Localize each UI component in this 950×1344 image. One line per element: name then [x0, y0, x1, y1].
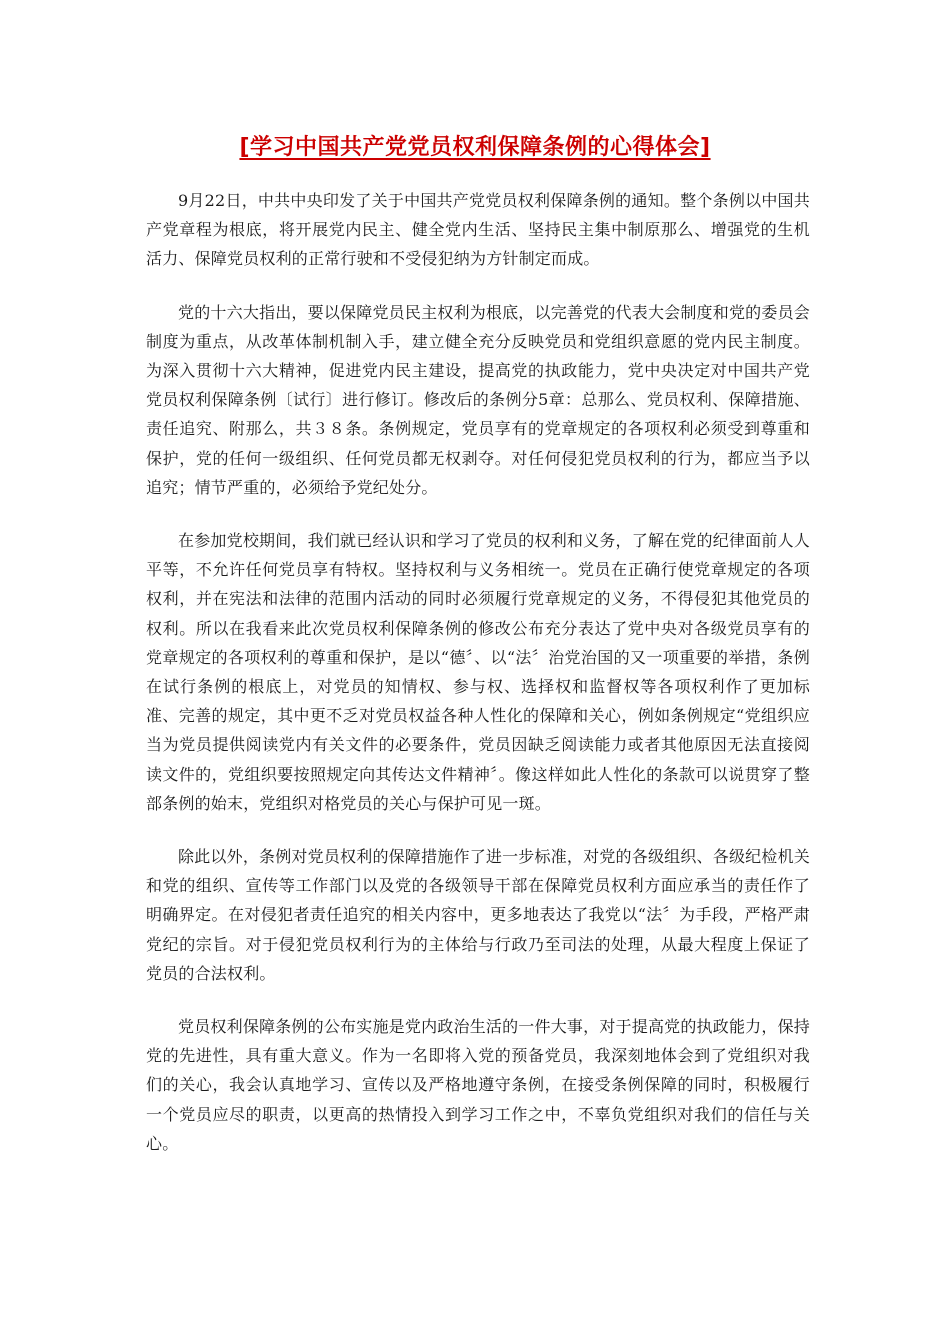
- paragraph-1: 9月22日，中共中央印发了关于中国共产党党员权利保障条例的通知。整个条例以中国共产党章程为根底，将开展党内民主、健全党内生活、坚持民主集中制原那么、增强党的生机活力、保障党员权利的正常行驶和不受侵犯纳为方针制定而成。: [146, 191, 810, 269]
- document-title: [学习中国共产党党员权利保障条例的心得体会]: [239, 135, 711, 160]
- paragraph-5: 党员权利保障条例的公布实施是党内政治生活的一件大事，对于提高党的执政能力，保持党的先进性，具有重大意义。作为一名即将入党的预备党员，我深刻地体会到了党组织对我们的关心，我会认真地学习、宣传以及严格地遵守条例，在接受条例保障的同时，积极履行一个党员应尽的职责，以更高的热情投入到学习工作之中，不辜负党组织对我们的信任与关心。: [146, 1017, 810, 1153]
- document-body: [146, 186, 810, 1182]
- paragraph-4: 除此以外，条例对党员权利的保障措施作了进一步标准，对党的各级组织、各级纪检机关和党的组织、宣传等工作部门以及党的各级领导干部在保障党员权利方面应承当的责任作了明确界定。在对侵犯者责任追究的相关内容中，更多地表达了我党以“法〞为手段，严格严肃党纪的宗旨。对于侵犯党员权利行为的主体给与行政乃至司法的处理，从最大程度上保证了党员的合法权利。: [146, 847, 810, 983]
- paragraph-3: 在参加党校期间，我们就已经认识和学习了党员的权利和义务，了解在党的纪律面前人人平等，不允许任何党员享有特权。坚持权利与义务相统一。党员在正确行使党章规定的各项权利，并在宪法和法律的范围内活动的同时必须履行党章规定的义务，不得侵犯其他党员的权利。所以在我看来此次党员权利保障条例的修改公布充分表达了党中央对各级党员享有的党章规定的各项权利的尊重和保护，是以“德〞、以“法〞治党治国的又一项重要的举措，条例在试行条例的根底上，对党员的知情权、参与权、选择权和监督权等各项权利作了更加标准、完善的规定，其中更不乏对党员权益各种人性化的保障和关心，例如条例规定“党组织应当为党员提供阅读党内有关文件的必要条件，党员因缺乏阅读能力或者其他原因无法直接阅读文件的，党组织要按照规定向其传达文件精神〞。像这样如此人性化的条款可以说贯穿了整部条例的始末，党组织对格党员的关心与保护可见一斑。: [146, 531, 810, 813]
- paragraph-2: 党的十六大指出，要以保障党员民主权利为根底，以完善党的代表大会制度和党的委员会制度为重点，从改革体制机制入手，建立健全充分反映党员和党组织意愿的党内民主制度。为深入贯彻十六大精神，促进党内民主建设，提高党的执政能力，党中央决定对中国共产党党员权利保障条例〔试行〕进行修订。修改后的条例分5章：总那么、党员权利、保障措施、责任追究、附那么，共３８条。条例规定，党员享有的党章规定的各项权利必须受到尊重和保护，党的任何一级组织、任何党员都无权剥夺。对任何侵犯党员权利的行为，都应当予以追究；情节严重的，必须给予党纪处分。: [146, 302, 810, 497]
